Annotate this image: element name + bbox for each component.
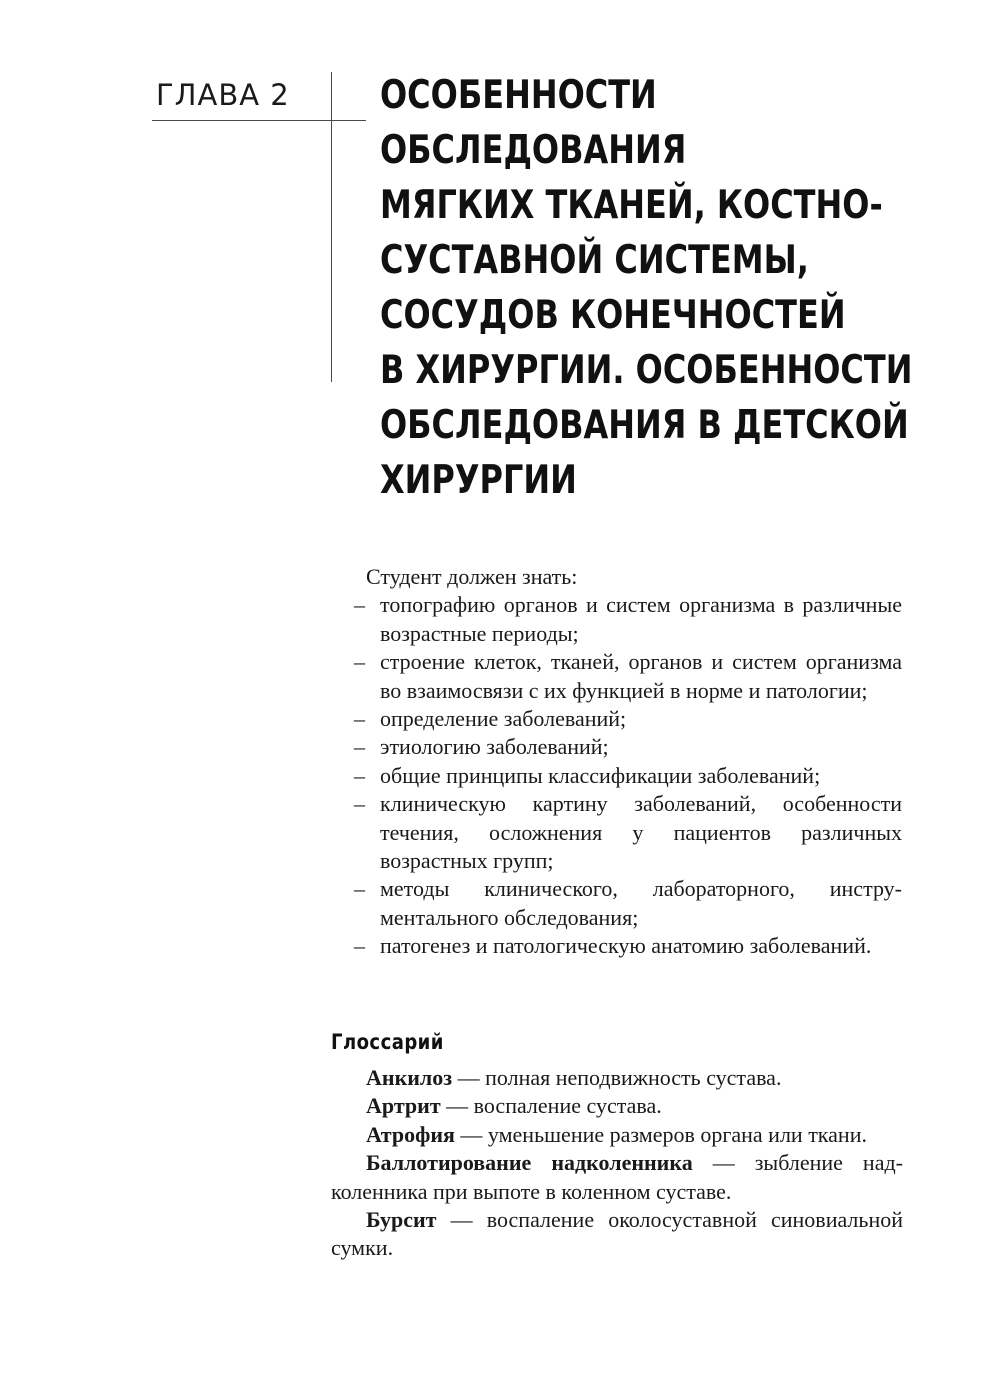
glossary bbox=[331, 1064, 903, 1263]
goal-item bbox=[354, 790, 902, 875]
glossary-term: Баллотирование надколенника bbox=[366, 1150, 693, 1176]
goal-text: строение клеток, тканей, органов и систем организма во взаимосвязи с их функцией в норме и патологии; bbox=[380, 649, 902, 703]
goal-text: топографию органов и систем организма в различные возрастные периоды; bbox=[380, 592, 902, 646]
goals-list bbox=[354, 591, 902, 960]
dash-bullet: – bbox=[354, 876, 365, 902]
glossary-definition: — воспаление околосуставной синовиальной сумки. bbox=[331, 1207, 903, 1261]
dash-bullet: – bbox=[354, 762, 365, 788]
goal-text: клиническую картину заболеваний, особенности течения, осложнения у пациентов различных возрастных групп; bbox=[380, 791, 902, 874]
dash-bullet: – bbox=[354, 734, 365, 760]
chapter-divider-vertical bbox=[331, 72, 332, 382]
glossary-definition: — зыбление надколенника при выпоте в коленном суставе. bbox=[331, 1150, 903, 1204]
goal-item bbox=[354, 591, 902, 648]
chapter-title-line: СУСТАВНОЙ СИСТЕМЫ, bbox=[380, 238, 809, 283]
chapter-label: ГЛАВА 2 bbox=[156, 78, 290, 112]
goal-item bbox=[354, 932, 902, 960]
glossary-definition: — полная неподвижность сустава. bbox=[452, 1065, 782, 1090]
glossary-heading: Глоссарий bbox=[331, 1030, 444, 1054]
goal-text: общие принципы классификации заболеваний; bbox=[380, 762, 821, 788]
dash-bullet: – bbox=[354, 791, 365, 817]
chapter-divider-horizontal bbox=[152, 120, 366, 121]
chapter-title-line: В ХИРУРГИИ. ОСОБЕННОСТИ bbox=[380, 348, 913, 393]
glossary-definition: — воспаление сустава. bbox=[440, 1093, 662, 1119]
goal-text: определение заболеваний; bbox=[380, 706, 627, 732]
goals-intro: Студент должен знать: bbox=[366, 564, 578, 589]
chapter-title bbox=[380, 68, 913, 508]
glossary-term: Артрит bbox=[366, 1093, 441, 1119]
glossary-term: Атрофия bbox=[366, 1121, 455, 1147]
glossary-entry bbox=[331, 1206, 903, 1263]
glossary-entry bbox=[331, 1064, 903, 1092]
dash-bullet: – bbox=[354, 933, 365, 959]
chapter-title-line: МЯГКИХ ТКАНЕЙ, КОСТНО- bbox=[380, 183, 883, 228]
glossary-term: Бурсит bbox=[366, 1207, 437, 1233]
glossary-entry bbox=[331, 1121, 903, 1149]
goal-item bbox=[354, 875, 902, 932]
goal-text: методы клинического, лабораторного, инструментального обследования; bbox=[380, 876, 902, 930]
dash-bullet: – bbox=[354, 592, 365, 618]
chapter-title-line: ОСОБЕННОСТИ bbox=[380, 73, 657, 118]
goal-text: этиологию заболеваний; bbox=[380, 734, 609, 760]
glossary-entry bbox=[331, 1149, 903, 1206]
chapter-title-line: ОБСЛЕДОВАНИЯ В ДЕТСКОЙ bbox=[380, 403, 909, 448]
goal-item bbox=[354, 648, 902, 705]
dash-bullet: – bbox=[354, 706, 365, 732]
goal-item bbox=[354, 705, 902, 733]
goal-item bbox=[354, 762, 902, 790]
chapter-title-line: СОСУДОВ КОНЕЧНОСТЕЙ bbox=[380, 293, 846, 338]
goal-text: патогенез и патологическую анатомию заболеваний. bbox=[380, 933, 872, 959]
chapter-title-line: ХИРУРГИИ bbox=[380, 458, 577, 503]
glossary-entry bbox=[331, 1092, 903, 1120]
learning-goals bbox=[354, 563, 902, 961]
chapter-title-line: ОБСЛЕДОВАНИЯ bbox=[380, 128, 687, 173]
glossary-definition: — уменьшение размеров органа или ткани. bbox=[454, 1121, 867, 1147]
goal-item bbox=[354, 733, 902, 761]
dash-bullet: – bbox=[354, 649, 365, 675]
glossary-term: Анкилоз bbox=[366, 1065, 453, 1090]
